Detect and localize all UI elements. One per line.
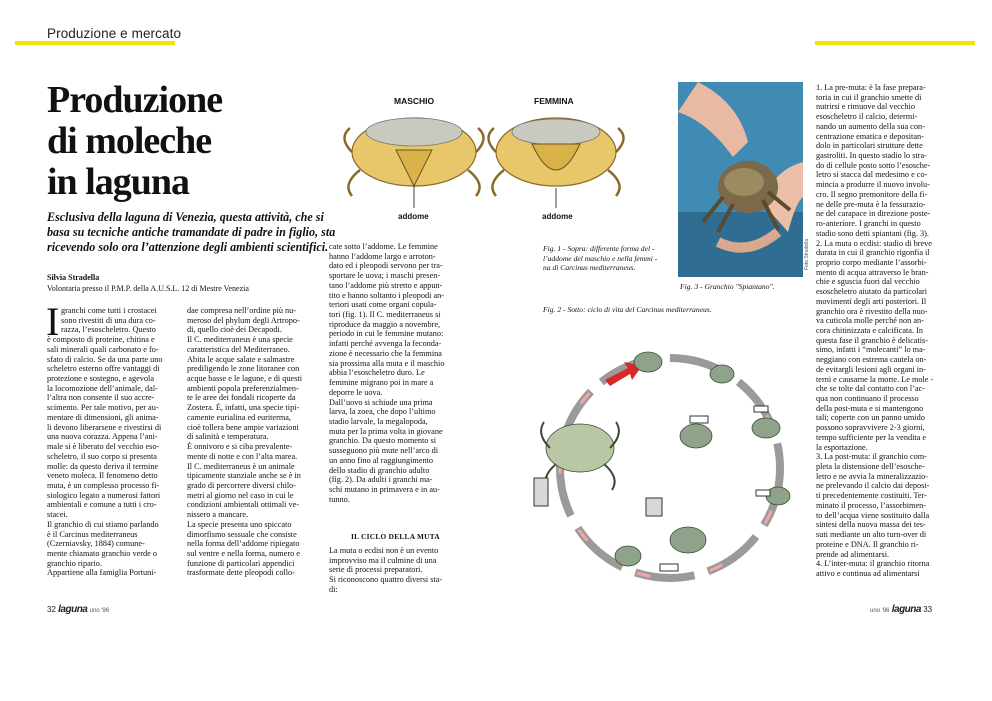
body-column-1 [46,299,180,578]
text-line: dae compresa nell’ordine più nu- [187,306,297,315]
label-maschio: MASCHIO [394,96,435,106]
text-line: trasformate dette pleopodi collo- [187,568,295,578]
fig1-crab-illustration [336,88,628,228]
text-line: tano l’addome più stretto e appun- [329,280,443,290]
text-line: granchio. Da questo momento si [329,436,437,446]
text-line: La specie presenta uno spiccato [187,519,292,529]
fig1-caption-line: na di Carcinus mediterraneus. [543,263,636,273]
text-line: esoscheletro aiutato da particolari [816,287,928,297]
label-addome-male: addome [398,212,429,221]
text-line: 2. La muta o ecdisi: stadio di breve [816,238,932,248]
text-line: hanno l’addome largo e arroton- [329,251,436,261]
text-line: ro-anteriore. I granchi in questo [816,219,921,229]
text-line: scimento. Per tale motivo, per au- [47,403,159,413]
section-heading-muta: IL CICLO DELLA MUTA [351,532,440,541]
issue-left: uno '96 [89,608,110,614]
text-line: mentare di dimensioni, gli anima- [47,412,159,422]
text-line: una nuova corazza. Appena l’ani- [47,432,158,442]
text-line: la locomozione dell’animale, dal- [47,383,158,393]
text-line: esoscheletro il calcio, determi- [816,112,918,122]
text-line: sintesi della nuova massa dei tes- [816,520,926,530]
text-line: caratteristica del Mediterraneo. [187,344,290,354]
footer-right [870,604,932,615]
title-line: Produzione [47,79,223,121]
text-line: letro si stacca dal medesimo e co- [816,170,928,180]
fig3-credit [804,240,812,270]
text-line: 1. La pre-muta: è la fase prepara- [816,83,926,92]
text-line: siologico legato a numerosi fattori [47,490,161,500]
text-line: tipicamente stanziale anche se è in [187,471,301,481]
text-line: sfato di calcio. Se da una parte uno [47,354,163,364]
text-line: ne prelevando il calcio dai deposi- [816,481,930,491]
text-line: mente chiamato granchio verde o [47,548,157,558]
text-line: nando un aumento della sua con- [816,121,925,131]
article-title [47,80,277,203]
label-addome-female: addome [542,212,573,221]
author-affiliation: Volontaria presso il P.M.P. della A.U.S.L. 12 di Mestre Venezia [47,284,249,293]
text-line: è il Carcinus mediterraneus [47,529,138,539]
fig2-caption: Fig. 2 - Sotto: ciclo di vita del Carcinus mediterraneus. [543,305,712,314]
text-line: Il granchio di cui stiamo parlando [47,519,159,529]
text-line: serie di processi preparatori. [329,565,423,575]
text-line: de evitargli lesioni agli organi in- [816,364,926,374]
footer-left [47,604,109,615]
text-line: molle: da questo deriva il termine [47,461,159,471]
text-line: prediligendo le zone litoranee con [187,364,300,374]
text-line: (fig. 2). Da adulti i granchi ma- [329,475,433,485]
text-line: proteine e DNA. Il granchio ri- [816,539,919,549]
text-line: scheletro esterno offre vantaggi di [47,364,160,374]
text-line: dolo in particolari strutture dette [816,141,923,151]
text-line: sul ventre e nella forma, numero e [187,548,300,558]
text-line: condizioni ambientali ottimali ve- [187,500,300,510]
text-line: Dall’uovo si schiude una prima [329,397,433,407]
fig3-caption: Fig. 3 - Granchio "Spiantano". [680,282,775,291]
text-line: simo, infatti i “molecanti” lo ma- [816,345,926,355]
text-line: sali minerali quali carbonato e fo- [47,344,159,354]
text-line: di, quello cioè dei Decapodi. [187,325,282,335]
text-line: chie e sguscia fuori dal vecchio [816,277,920,287]
text-line: un anno fino al raggiungimento [329,455,434,465]
text-line: periodo in cui le femmine mutano: [329,329,444,339]
author-block [47,272,249,294]
text-line: metri al giorno nel caso in cui le [187,490,294,500]
text-line: La muta o ecdisi non è un evento [329,546,439,555]
text-line: infatti perché avvenga la feconda- [329,339,442,349]
text-line: Il C. mediterraneus è una specie [187,335,293,345]
text-line: camente eurialina ed euriterma, [187,412,291,422]
fig3-credit-text: Foto Stradella [804,238,810,270]
text-line: terni e causarne la morte. Le mole - [816,374,934,384]
text-line: muta, è un complesso processo fi- [47,480,160,490]
text-line: deporre le uova. [329,387,383,397]
text-line: Si riconoscono quattro diversi sta- [329,575,443,585]
fig1-caption-line: Fig. 1 - Sopra: differente forma del - [543,244,655,253]
text-line: meroso del phylum degli Artropo- [187,315,300,325]
fig3-spiantano-photo [678,82,803,277]
text-line: male si è liberato del vecchio eso- [47,442,160,452]
text-line: nissero a mancare. [187,510,249,520]
text-line: teriori usati come organi copula- [329,300,437,310]
text-line: sono rivestiti di una dura co- [61,315,156,325]
text-line: tempo sufficiente per la vendita e [816,432,927,442]
text-line: li devono liberarsene e rivestirsi di [47,422,162,432]
text-line: pleta la distensione dell’esosche- [816,462,925,472]
title-line: di moleche [47,120,212,162]
text-line: ambienti popola preferenzialmen- [187,383,299,393]
text-line: neggiano con estrema cautela on- [816,355,927,365]
text-line: muta per la prima volta in giovane [329,426,443,436]
text-line: toria in cui il granchio smette di [816,92,922,102]
text-line: sia prossima alla muta e il maschio [329,358,445,368]
text-line: cioè tollera bene ampie variazioni [187,422,299,432]
text-line: granchio ora è rivestito della nuo- [816,306,928,316]
drop-cap: I [46,299,60,344]
text-line: attivo e continua ad alimentarsi [816,568,920,578]
text-line: stadio larvale, la megalopoda, [329,416,428,426]
text-line: Appartiene alla famiglia Portuni- [47,568,157,578]
text-line: Zostera. È, infatti, una specie tipi- [187,403,300,413]
text-line: ne delle pre-muta è la fessurazio- [816,199,926,209]
text-line: dello stadio di granchio adulto [329,465,430,475]
text-line: va cuticola molle perché non an- [816,316,924,326]
subtitle-line: Esclusiva della laguna di Venezia, questa attività, che si [47,210,324,224]
text-line: nella forma dell’addome ripiegato [187,539,300,549]
text-line: granchi come tutti i crostacei [61,306,157,315]
text-line: della post-muta e si mantengono [816,403,924,413]
text-line: È onnivoro e si ciba prevalente- [187,442,293,452]
text-line: ti precedentemente costituiti. Ter- [816,491,927,501]
text-line: protezione e sostegno, e agevola [47,374,154,384]
text-line: tori (fig. 1). Il C. mediterraneus si [329,310,441,320]
text-line: centrazione ematica e depositan- [816,131,924,141]
text-line: cora chitinizzata e calcificata. In [816,325,923,335]
text-line: 3. La post-muta: il granchio com- [816,452,927,462]
text-line: proprio corpo mediante l’assorbi- [816,257,927,267]
text-line: l’altra non consente il suo accre- [47,393,155,403]
text-line: mento di acqua attraverso le bran- [816,267,929,277]
text-line: te le aree dei fondali ricoperte da [187,393,296,403]
subtitle-line: ricevendo solo ora l’attenzione degli ambienti scientifici. [47,240,329,254]
text-line: funzione di particolari appendici [187,558,295,568]
text-line: tali; coperte con un panno umido [816,413,925,423]
text-line: prende ad alimentarsi. [816,549,890,559]
brand-logo-right: laguna [891,604,921,615]
text-line: qua non continuano il processo [816,394,919,403]
text-line: stadio sono detti spiantani (fig. 3). [816,228,929,238]
fig2-life-cycle-diagram [510,318,810,601]
body-column-3b [329,546,462,595]
text-line: questa fase il granchio è delicatis- [816,335,929,345]
text-line: tunno. [329,494,350,504]
text-line: sportare le uova; i maschi presen- [329,271,441,281]
subtitle-line: basa su tecniche antiche tramandate di padre in figlio, sta [47,225,336,239]
text-line: Abita le acque salate e salmastre [187,354,295,364]
fig1-caption [543,244,657,273]
female-crab [488,118,623,208]
text-line: larva, la zoea, che dopo l’ultimo [329,407,436,417]
text-line: cate sotto l’addome. Le femmine [329,242,438,251]
text-line: (Czerniavsky, 1884) comune- [47,539,145,549]
section-label: Produzione e mercato [47,26,182,41]
text-line: di salinità e temperatura. [187,432,269,442]
text-line: cro. Il segno premonitore della fi- [816,189,928,199]
text-line: susseguono più mute nell’arco di [329,446,439,456]
text-line: ambientali e comune a tutti i cro- [47,500,157,510]
text-line: dimorfismo sessuale che consiste [187,529,297,539]
body-column-4 [816,83,949,579]
text-line: stacei. [47,510,68,520]
text-line: possono sopravvivere 2-3 giorni, [816,423,925,433]
text-line: scheletro, il suo corpo si presenta [47,451,157,461]
text-line: do di cellule posto sotto l’esosche- [816,160,931,170]
label-femmina: FEMMINA [534,96,574,106]
text-line: schi mutano in primavera e in au- [329,484,440,494]
text-line: movimenti degli arti posteriori. Il [816,296,927,306]
text-line: durata in cui il granchio rigonfia il [816,248,930,258]
text-line: minato il processo, l’assorbimen- [816,500,926,510]
text-line: mincia a produrre il nuovo involu- [816,180,930,190]
text-line: ne del carapace in direzione poste- [816,209,931,219]
text-line: suti mediante un alto turn-over di [816,530,927,540]
text-line: la esportazione. [816,442,868,452]
text-line: femmine migrano poi in mare a [329,378,434,388]
issue-right: uno '96 [870,608,890,614]
text-line: grado di percorrere diversi chilo- [187,480,297,490]
text-line: tito e hanno soltanto i pleopodi an- [329,290,445,300]
fig1-caption-line: l’addome del maschio e nella femmi - [543,253,658,263]
text-line: che se tolte dal contatto con l’ac- [816,384,926,394]
text-line: to dell’acqua viene sostituito dalla [816,510,930,520]
text-line: improvviso ma il culmine di una [329,555,437,565]
body-column-3 [329,242,462,504]
text-line: letro e ne avvia la mineralizzazio- [816,471,928,481]
text-line: dato ed i pleopodi servono per tra- [329,261,443,271]
text-line: di: [329,584,338,594]
text-line: veneto moleca. Il fenomeno detto [47,471,158,481]
page-number-right: 33 [923,605,933,614]
body-column-2 [187,306,322,578]
page-number-left: 32 [47,605,56,614]
text-line: 4. L’inter-muta: il granchio ritorna [816,559,930,569]
header-accent-bar-right [815,41,975,45]
title-line: in laguna [47,161,190,203]
text-line: riproduce da maggio a novembre, [329,319,441,329]
text-line: mente di notte e con l’alta marea. [187,451,298,461]
text-line: Il C. mediterraneus è un animale [187,461,295,471]
author-name: Silvia Stradella [47,273,100,282]
text-line: nutrirsi e rimuove dal vecchio [816,102,915,112]
text-line: acque basse e le lagune, e di questi [187,374,302,384]
male-crab [344,118,483,208]
text-line: abbia l’esoscheletro duro. Le [329,368,425,378]
text-line: granchio ripario. [47,558,102,568]
brand-logo-left: laguna [58,604,88,615]
text-line: gastroliti. In questo stadio lo stra- [816,151,927,161]
text-line: è composto di proteine, chitina e [47,335,155,345]
text-line: zione è necessario che la femmina [329,348,442,358]
header-accent-bar-left [15,41,175,45]
text-line: razza, l’esoscheletro. Questo [61,325,156,335]
article-subtitle [47,210,336,255]
